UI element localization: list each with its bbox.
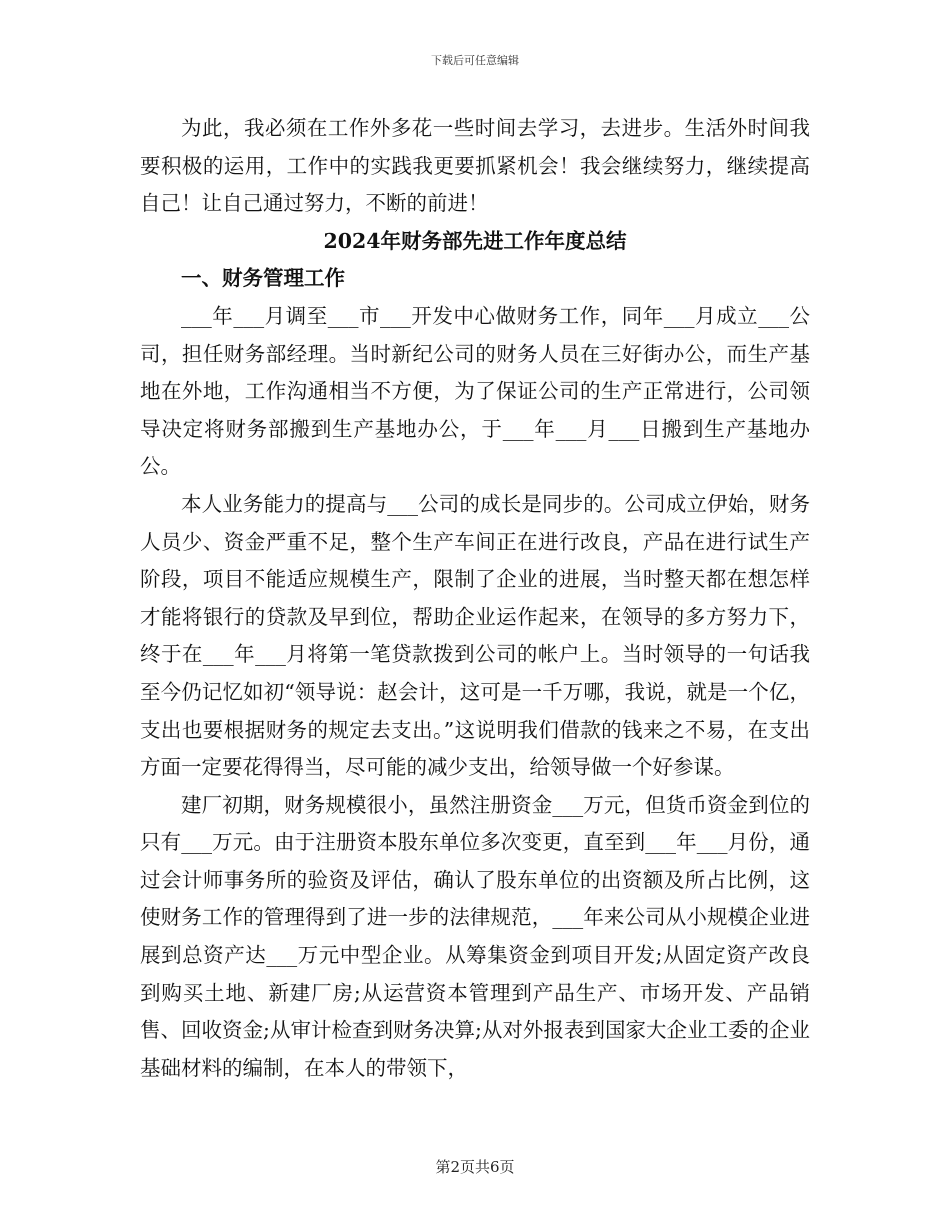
body-paragraph-3: 建厂初期，财务规模很小，虽然注册资金___万元，但货币资金到位的只有___万元。由于注册资本股东单位多次变更，直至到___年___月份，通过会计师事务所的验资及评估，确认了股东单位的出资额及所占比例，这使财务工作的管理得到了进一步的法律规范，___年来公司从小规模企业进展到总资产达___万元中型企业。从筹集资金到项目开发;从固定资产改良到购买土地、新建厂房;从运营资本管理到产品生产、市场开发、产品销售、回收资金;从审计检查到财务决算;从对外报表到国家大企业工委的企业基础材料的编制，在本人的带领下，	[140, 792, 810, 1080]
body-paragraph-1: ___年___月调至___市___开发中心做财务工作，同年___月成立___公司，担任财务部经理。当时新纪公司的财务人员在三好街办公，而生产基地在外地，工作沟通相当不方便，为了保证公司的生产正常进行，公司领导决定将财务部搬到生产基地办公，于___年___月___日搬到生产基地办公。	[140, 303, 810, 479]
document-body	[140, 110, 810, 1087]
page-footer: 第2页共6页	[435, 1158, 515, 1176]
document-title: 2024年财务部先进工作年度总结	[323, 228, 627, 253]
page-header: 下载后可任意编辑	[431, 54, 519, 67]
section-heading: 一、财务管理工作	[181, 266, 345, 291]
intro-paragraph: 为此，我必须在工作外多花一些时间去学习，去进步。生活外时间我要积极的运用，工作中的实践我更要抓紧机会！我会继续努力，继续提高自己！让自己通过努力，不断的前进！	[140, 116, 810, 216]
body-paragraph-2: 本人业务能力的提高与___公司的成长是同步的。公司成立伊始，财务人员少、资金严重不足，整个生产车间正在进行改良，产品在进行试生产阶段，项目不能适应规模生产，限制了企业的进展，当时整天都在想怎样才能将银行的贷款及早到位，帮助企业运作起来，在领导的多方努力下，终于在___年___月将第一笔贷款拨到公司的帐户上。当时领导的一句话我至今仍记忆如初“领导说：赵会计，这可是一千万哪，我说，就是一个亿，支出也要根据财务的规定去支出。”这说明我们借款的钱来之不易，在支出方面一定要花得得当，尽可能的减少支出，给领导做一个好参谋。	[140, 491, 810, 780]
